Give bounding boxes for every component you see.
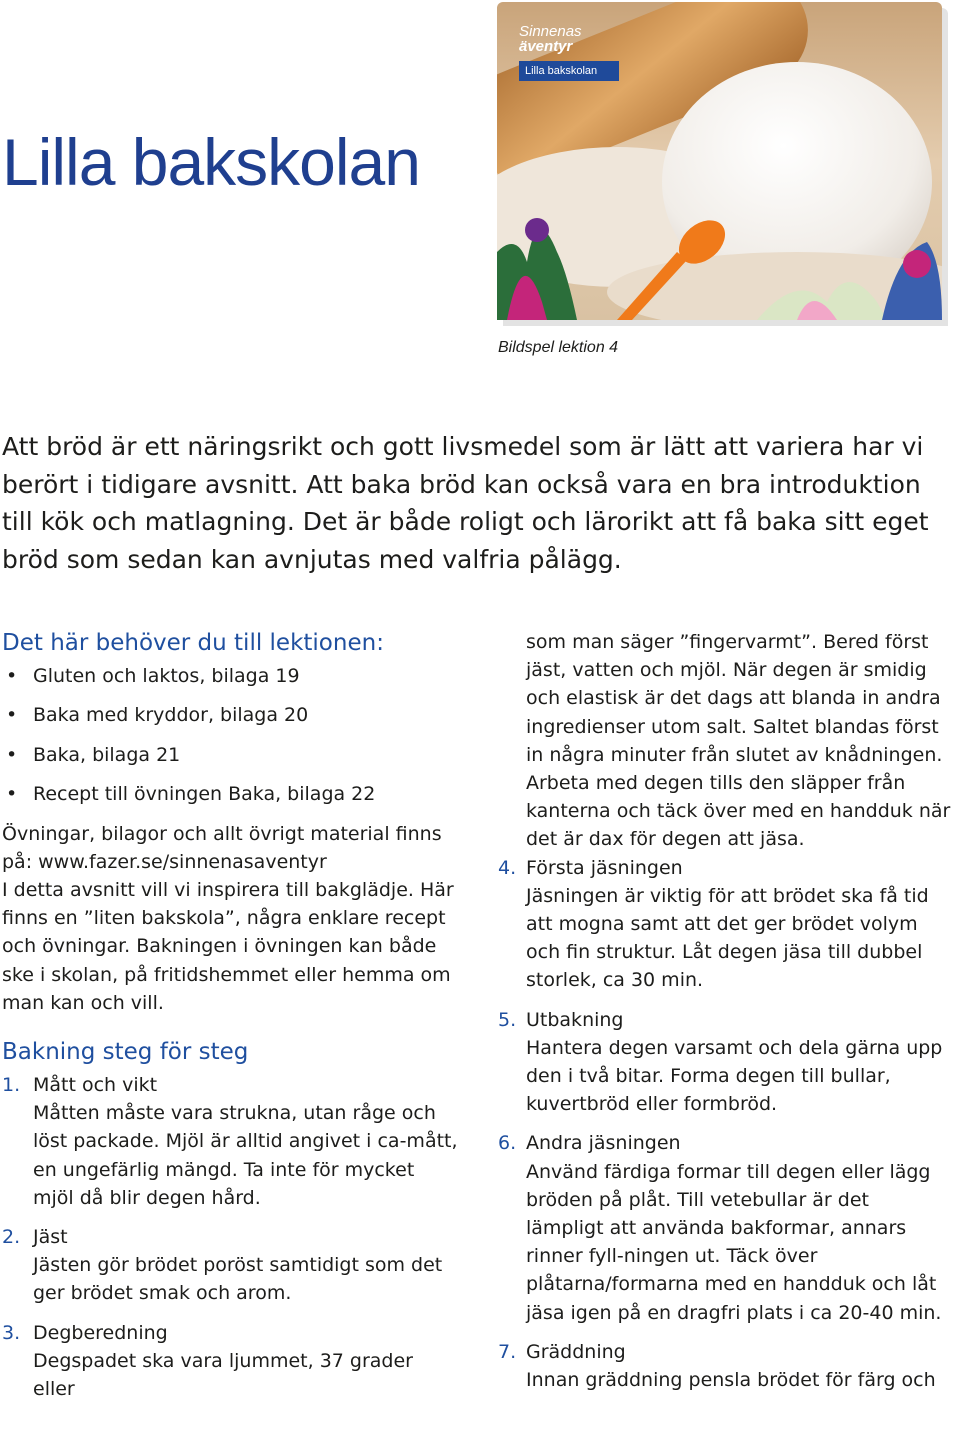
- step-title: Jäst: [33, 1226, 68, 1248]
- page-title: Lilla bakskolan: [2, 125, 420, 199]
- step-text: Jästen gör brödet poröst samtidigt som det ger brödet smak och arom.: [33, 1254, 443, 1305]
- purpose-text: I detta avsnitt vill vi inspirera till bakglädje. Här finns en ”liten bakskola”, några enklare recept och övningar. Bakningen i övningen kan både ske i skolan, på fritidshemmet eller hemma om man kan och vill.: [2, 878, 454, 1014]
- step-text: Hantera degen varsamt och dela gärna upp den i två bitar. Forma degen till bullar, kuvertbröd eller formbröd.: [526, 1036, 943, 1116]
- step-number: 7.: [498, 1340, 517, 1363]
- step-number: 6.: [498, 1132, 517, 1155]
- step-item: [498, 1006, 952, 1119]
- step-number: 5.: [498, 1008, 517, 1031]
- right-column: [498, 628, 952, 1405]
- step-number: 3.: [2, 1321, 21, 1344]
- steps-list: [2, 1071, 460, 1403]
- steps-heading: Bakning steg för steg: [2, 1038, 249, 1065]
- list-item: • Gluten och laktos, bilaga 19: [2, 662, 460, 690]
- dough-photo: [497, 2, 942, 320]
- step-text: Använd färdiga formar till degen eller lägg bröden på plåt. Till vetebullar är det lämpligt att använda bakformar, annars rinner fyll-ningen ut. Täck över plåtarna/formarna med en handduk och låt jäsa igen på en dragfri plats i ca 20-40 min.: [526, 1160, 942, 1324]
- step-title: Gräddning: [526, 1340, 626, 1363]
- step-title: Degberedning: [33, 1321, 168, 1344]
- list-item: • Recept till övningen Baka, bilaga 22: [2, 780, 460, 808]
- step-text: Innan gräddning pensla brödet för färg och: [526, 1369, 936, 1392]
- photo-caption: Bildspel lektion 4: [498, 339, 619, 356]
- needs-list: [2, 662, 460, 808]
- brand-logo: Sinnenas äventyr: [519, 23, 582, 55]
- steps-list-right: [498, 854, 952, 1395]
- step-item: [498, 1338, 952, 1394]
- step-number: 2.: [2, 1226, 21, 1248]
- step-text: Degspadet ska vara ljummet, 37 grader eller: [33, 1349, 413, 1401]
- step-text: Måtten måste vara strukna, utan råge och löst packade. Mjöl är alltid angivet i ca-mått, en ungefärlig mängd. Ta inte för mycket mjöl då blir degen hård.: [33, 1102, 458, 1209]
- step-item: [498, 854, 952, 995]
- step-item: [498, 1129, 952, 1326]
- step-text: Jäsningen är viktig för att brödet ska få tid att mogna samt att det ger brödet volym och fin struktur. Låt degen jäsa till dubbel storlek, ca 30 min.: [526, 884, 929, 992]
- left-column: [2, 628, 460, 1414]
- step-number: 1.: [2, 1073, 21, 1096]
- needs-heading: Det här behöver du till lektionen:: [2, 630, 384, 656]
- material-note: Övningar, bilagor och allt övrigt material finns på: www.fazer.se/sinnenasaventyr: [2, 822, 442, 873]
- step-title: Andra jäsningen: [526, 1132, 681, 1155]
- list-item: • Baka, bilaga 21: [2, 741, 460, 769]
- step-title: Mått och vikt: [33, 1073, 158, 1096]
- photo-badge: Lilla bakskolan: [519, 61, 619, 81]
- step-item: [2, 1071, 460, 1212]
- intro-text: Att bröd är ett näringsrikt och gott livsmedel som är lätt att variera har vi berört i tidigare avsnitt. Att baka bröd kan också vara en bra introduktion till kök och matlagning. Det är både roligt och lärorikt att få baka sitt eget bröd som sedan kan avnjutas med valfria pålägg.: [2, 432, 929, 574]
- list-item: • Baka med kryddor, bilaga 20: [2, 701, 460, 729]
- step-text-continued: som man säger ”fingervarmt”. Bered först jäst, vatten och mjöl. När degen är smidig och elastisk är det dags att blanda in andra ingredienser utom salt. Saltet blandas först in några minuter från slutet av knådningen. Arbeta med degen tills den släpper från kanterna och täck över med en handduk när det är dax för degen att jäsa.: [526, 631, 951, 851]
- step-title: Utbakning: [526, 1008, 624, 1031]
- step-title: Första jäsningen: [526, 856, 683, 879]
- step-item: [2, 1319, 460, 1404]
- step-item: [2, 1223, 460, 1308]
- step-number: 4.: [498, 856, 517, 879]
